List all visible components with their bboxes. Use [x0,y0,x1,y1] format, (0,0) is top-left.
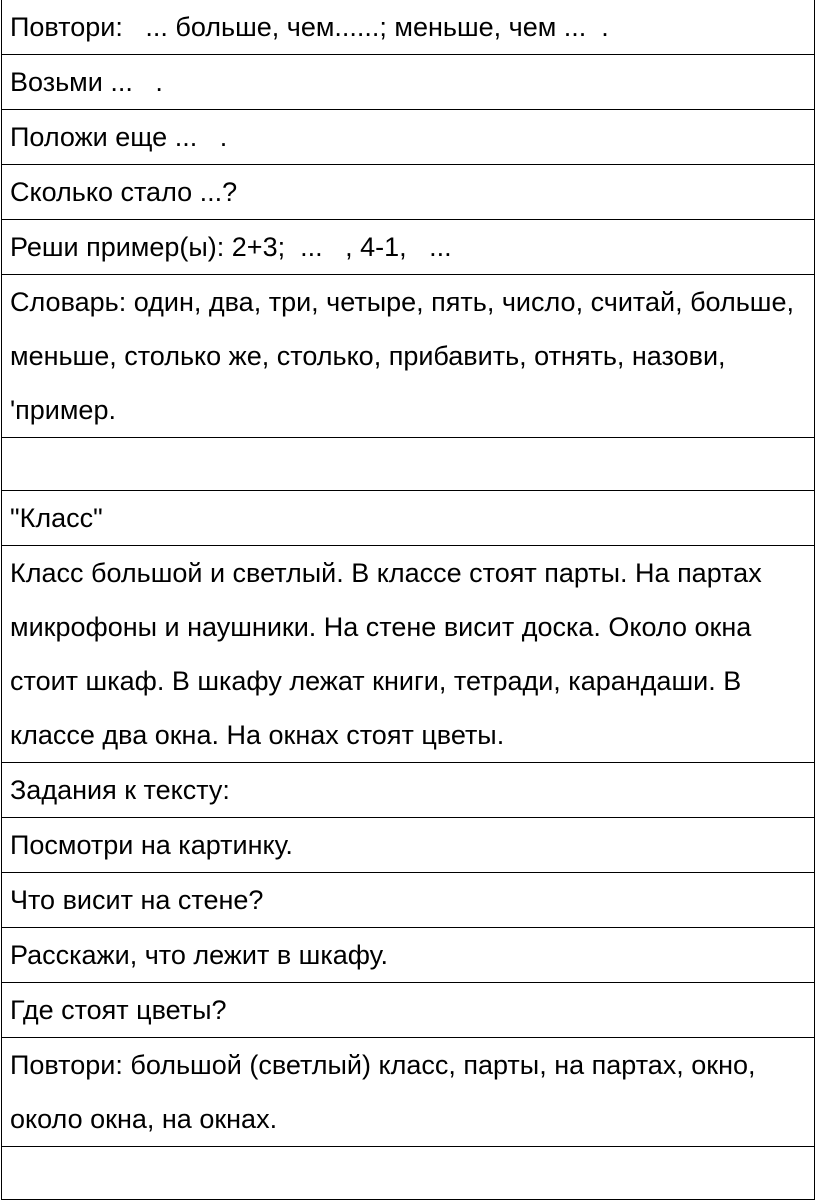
lesson-table [1,0,815,1200]
table-row [2,165,815,220]
empty-cell [2,1147,815,1200]
table-row [2,275,815,438]
tasks-heading-cell: Задания к тексту: [2,763,815,818]
table-row [2,928,815,983]
table-row [2,983,815,1038]
table-row [2,110,815,165]
solve-examples-cell: Реши пример(ы): 2+3; ... , 4-1, ... [2,220,815,275]
put-more-cell: Положи еще ... . [2,110,815,165]
table-row [2,55,815,110]
repeat-class-cell: Повтори: большой (светлый) класс, парты, на партах, окно, около окна, на окнах. [2,1038,815,1147]
repeat-more-less-cell: Повтори: ... больше, чем......; меньше, чем ... . [2,0,815,55]
task-look-picture-cell: Посмотри на картинку. [2,818,815,873]
table-row [2,763,815,818]
task-flowers-question-cell: Где стоят цветы? [2,983,815,1038]
table-row [2,220,815,275]
text-title-cell: "Класс" [2,491,815,546]
table-row [2,546,815,763]
how-many-cell: Сколько стало ...? [2,165,815,220]
table-row [2,0,815,55]
table-row [2,1147,815,1200]
table-row [2,818,815,873]
table-row [2,491,815,546]
empty-cell [2,438,815,491]
table-row [2,873,815,928]
table-row [2,1038,815,1147]
task-wall-question-cell: Что висит на стене? [2,873,815,928]
table-row [2,438,815,491]
text-body-cell: Класс большой и светлый. В классе стоят парты. На партах микрофоны и наушники. На стене висит доска. Около окна стоит шкаф. В шкафу лежат книги, тетради, карандаши. В классе два окна. На окнах стоят цветы. [2,546,815,763]
task-cupboard-cell: Расскажи, что лежит в шкафу. [2,928,815,983]
take-cell: Возьми ... . [2,55,815,110]
vocabulary-cell: Словарь: один, два, три, четыре, пять, число, считай, больше, меньше, столько же, столько, прибавить, отнять, назови, 'пример. [2,275,815,438]
